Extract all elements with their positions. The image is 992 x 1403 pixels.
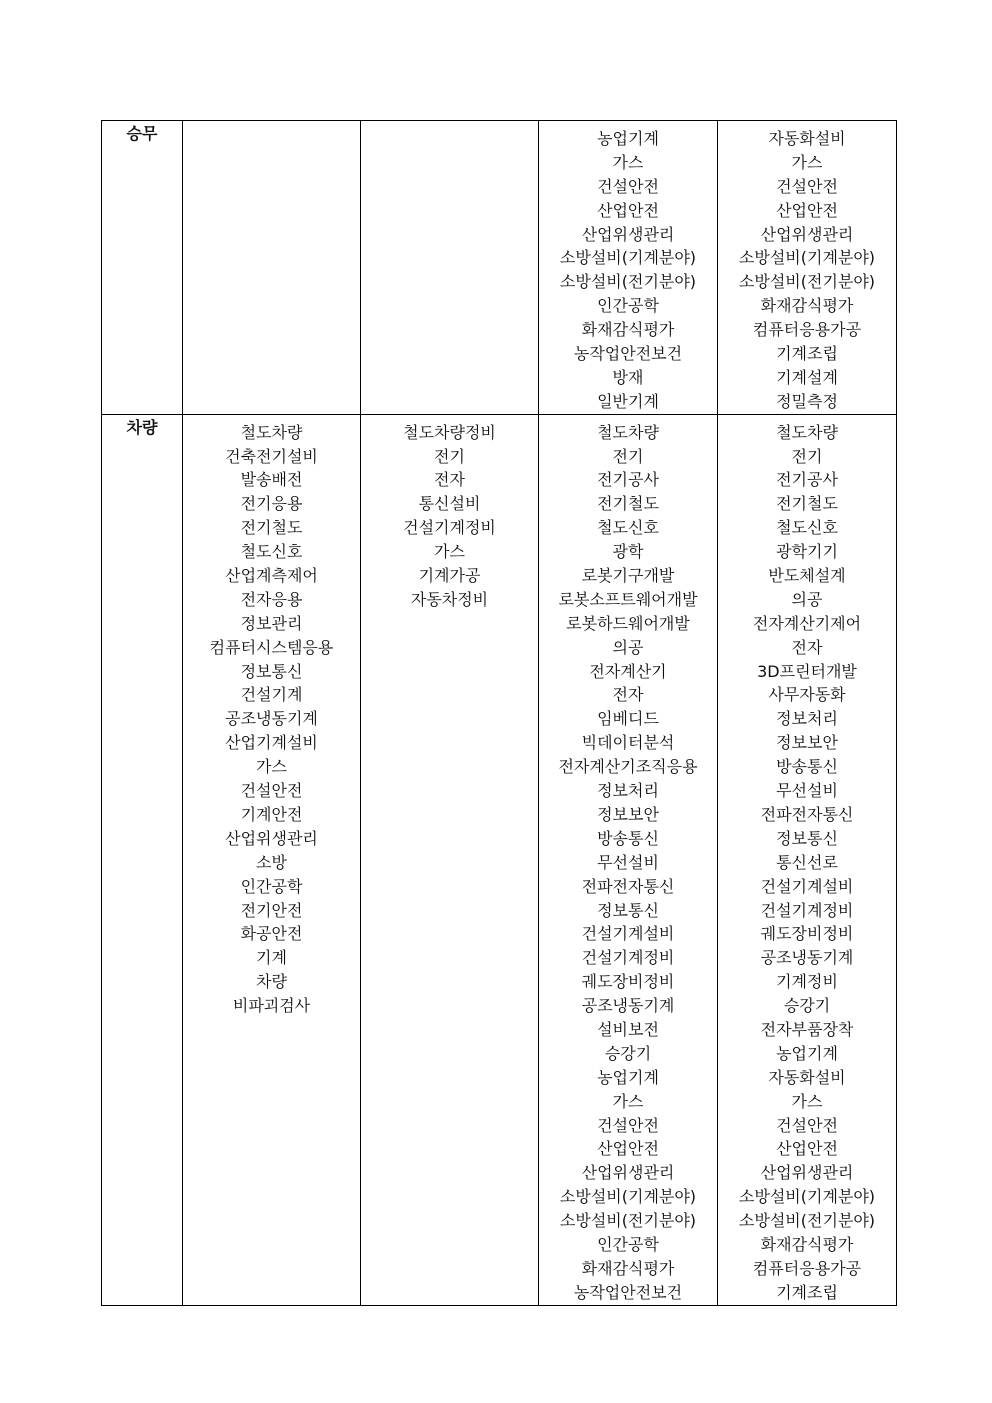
list-item: 건설안전: [776, 176, 838, 196]
list-item: 건설기계정비: [403, 518, 496, 538]
list-item: 의공: [612, 637, 644, 657]
list-item: 컴퓨터응용가공: [752, 320, 862, 340]
list-item: 컴퓨터시스템응용: [209, 637, 334, 657]
list-item: 철도차량: [240, 422, 303, 442]
list-item: 정보처리: [597, 781, 659, 801]
list-item: 전자부품장착: [760, 1019, 854, 1039]
list-item: 산업위생관리: [760, 224, 854, 244]
list-item: 궤도장비정비: [760, 924, 854, 944]
list-item: 철도신호: [597, 518, 659, 538]
list-item: 건설안전: [597, 176, 659, 196]
list-item: 기계안전: [240, 804, 303, 824]
list-item: 산업위생관리: [760, 1163, 854, 1183]
list-item: 일반기계: [597, 391, 659, 411]
list-item: 농작업안전보건: [573, 1282, 683, 1302]
list-item: 농업기계: [597, 129, 659, 148]
list-item: 화재감식평가: [581, 320, 675, 340]
list-item: 사무자동화: [768, 685, 846, 705]
list-item: 전기철도: [776, 494, 838, 514]
list-item: 소방설비(전기분야): [559, 272, 697, 292]
list-item: 발송배전: [240, 470, 303, 490]
list-item: 전파전자통신: [581, 876, 675, 896]
list-item: 소방설비(전기분야): [738, 1211, 876, 1231]
list-item: 기계조립: [776, 344, 838, 364]
list-item: 정밀측정: [776, 391, 838, 411]
list-item: 무선설비: [776, 781, 838, 801]
list-item: 소방설비(기계분야): [559, 248, 697, 268]
list-item: 전자계산기: [589, 661, 667, 681]
list-item: 가스: [612, 152, 644, 172]
list-item: 전기: [791, 446, 823, 466]
list-item: 철도차량: [597, 422, 659, 442]
list-cell: [183, 121, 361, 415]
list-item: 산업안전: [776, 200, 838, 220]
list-item: 건설기계정비: [581, 948, 675, 968]
list-item: 소방설비(기계분야): [738, 1187, 876, 1207]
list-item: 전기: [434, 446, 465, 466]
list-item: 로봇소프트웨어개발: [558, 589, 698, 609]
list-item: 통신선로: [776, 852, 838, 872]
list-item: 산업위생관리: [581, 224, 675, 244]
list-item: 화공안전: [240, 924, 303, 944]
list-cell: [361, 121, 539, 415]
list-cell: [718, 414, 897, 1305]
list-item: 산업안전: [776, 1139, 838, 1159]
list-item: 건설안전: [776, 1115, 838, 1135]
list-item: 전기철도: [597, 494, 659, 514]
list-item: 3D프린터개발: [757, 661, 857, 681]
list-item: 인간공학: [240, 876, 303, 896]
list-item: 산업위생관리: [225, 828, 318, 848]
list-item: 비파괴검사: [232, 996, 311, 1016]
list-item: 방송통신: [597, 828, 659, 848]
list-item: 광학: [612, 542, 644, 562]
list-item: 농작업안전보건: [573, 344, 683, 364]
list-item: 전자계산기조직응용: [558, 757, 698, 777]
list-item: 기계: [256, 948, 287, 968]
list-item: 통신설비: [418, 494, 481, 514]
list-item: 산업위생관리: [581, 1163, 675, 1183]
list-item: 가스: [612, 1091, 644, 1111]
list-item: 승강기: [604, 1043, 652, 1063]
list-item: 정보처리: [776, 709, 838, 729]
list-item: 가스: [256, 757, 287, 777]
list-item: 기계조립: [776, 1282, 838, 1302]
list-item: 건설기계정비: [760, 900, 854, 920]
list-item: 정보통신: [597, 900, 659, 920]
list-item: 화재감식평가: [581, 1258, 675, 1278]
list-cell: [718, 121, 897, 415]
list-item: 기계가공: [418, 566, 481, 586]
list-item: 인간공학: [597, 296, 659, 316]
list-cell: [183, 414, 361, 1305]
list-item: 컴퓨터응용가공: [752, 1258, 862, 1278]
list-item: 기계정비: [776, 972, 838, 992]
list-item: 광학기기: [776, 542, 838, 562]
list-item: 전파전자통신: [760, 804, 854, 824]
list-item: 화재감식평가: [760, 296, 854, 316]
list-item: 무선설비: [597, 852, 659, 872]
list-item: 농업기계: [597, 1067, 659, 1087]
category-cell: 승무: [102, 121, 183, 415]
list-item: 임베디드: [597, 709, 659, 729]
list-item: 정보보안: [597, 804, 659, 824]
list-item: 자동화설비: [768, 1067, 846, 1087]
list-item: 건설기계설비: [581, 924, 675, 944]
list-item: 공조냉동기계: [581, 996, 675, 1016]
list-item: 소방설비(기계분야): [738, 248, 876, 268]
list-item: 소방설비(전기분야): [738, 272, 876, 292]
list-cell: [361, 414, 539, 1305]
list-item: 의공: [791, 589, 823, 609]
list-item: 전자: [434, 470, 465, 490]
list-item: 방송통신: [776, 757, 838, 777]
list-item: 건설안전: [597, 1115, 659, 1135]
list-item: 철도신호: [240, 542, 303, 562]
list-item: 전기응용: [240, 494, 303, 514]
list-item: 소방: [256, 852, 287, 872]
table-row: [102, 121, 897, 415]
list-item: 전기안전: [240, 900, 303, 920]
list-item: 가스: [791, 1091, 823, 1111]
list-item: 로봇하드웨어개발: [566, 613, 690, 633]
list-item: 산업안전: [597, 1139, 659, 1159]
list-item: 철도차량: [776, 422, 838, 442]
list-item: 정보통신: [776, 828, 838, 848]
list-item: 건축전기설비: [225, 446, 318, 466]
list-item: 산업계측제어: [225, 566, 318, 586]
list-item: 농업기계: [776, 1043, 838, 1063]
list-item: 철도신호: [776, 518, 838, 538]
list-item: 산업안전: [597, 200, 659, 220]
list-item: 반도체설계: [768, 566, 846, 586]
list-item: 인간공학: [597, 1234, 659, 1254]
list-cell: [539, 414, 718, 1305]
list-item: 승강기: [783, 996, 831, 1016]
list-item: 전자: [612, 685, 644, 705]
list-item: 자동화설비: [768, 129, 846, 148]
table-row: [102, 414, 897, 1305]
list-item: 전기공사: [776, 470, 838, 490]
list-item: 전기: [612, 446, 644, 466]
list-item: 산업기계설비: [225, 733, 318, 753]
list-item: 궤도장비정비: [581, 972, 675, 992]
list-item: 자동차정비: [410, 589, 489, 609]
list-item: 차량: [256, 972, 287, 992]
list-item: 전자계산기제어: [752, 613, 862, 633]
list-item: 가스: [434, 542, 465, 562]
list-item: 소방설비(기계분야): [559, 1187, 697, 1207]
list-item: 기계설계: [776, 367, 838, 387]
list-item: 건설안전: [240, 781, 303, 801]
list-item: 공조냉동기계: [760, 948, 854, 968]
qualification-table: [101, 120, 897, 1306]
category-cell: 차량: [102, 414, 183, 1305]
list-item: 정보보안: [776, 733, 838, 753]
list-item: 정보관리: [240, 613, 303, 633]
list-item: 빅데이터분석: [581, 733, 675, 753]
list-item: 전자: [791, 637, 823, 657]
list-item: 설비보전: [597, 1019, 659, 1039]
list-item: 로봇기구개발: [581, 566, 675, 586]
list-item: 전기공사: [597, 470, 659, 490]
list-cell: [539, 121, 718, 415]
list-item: 방재: [612, 367, 644, 387]
list-item: 화재감식평가: [760, 1234, 854, 1254]
list-item: 건설기계설비: [760, 876, 854, 896]
list-item: 소방설비(전기분야): [559, 1211, 697, 1231]
list-item: 건설기계: [240, 685, 303, 705]
list-item: 가스: [791, 152, 823, 172]
list-item: 정보통신: [240, 661, 303, 681]
list-item: 공조냉동기계: [225, 709, 318, 729]
list-item: 철도차량정비: [403, 422, 496, 442]
list-item: 전기철도: [240, 518, 303, 538]
list-item: 전자응용: [240, 589, 303, 609]
